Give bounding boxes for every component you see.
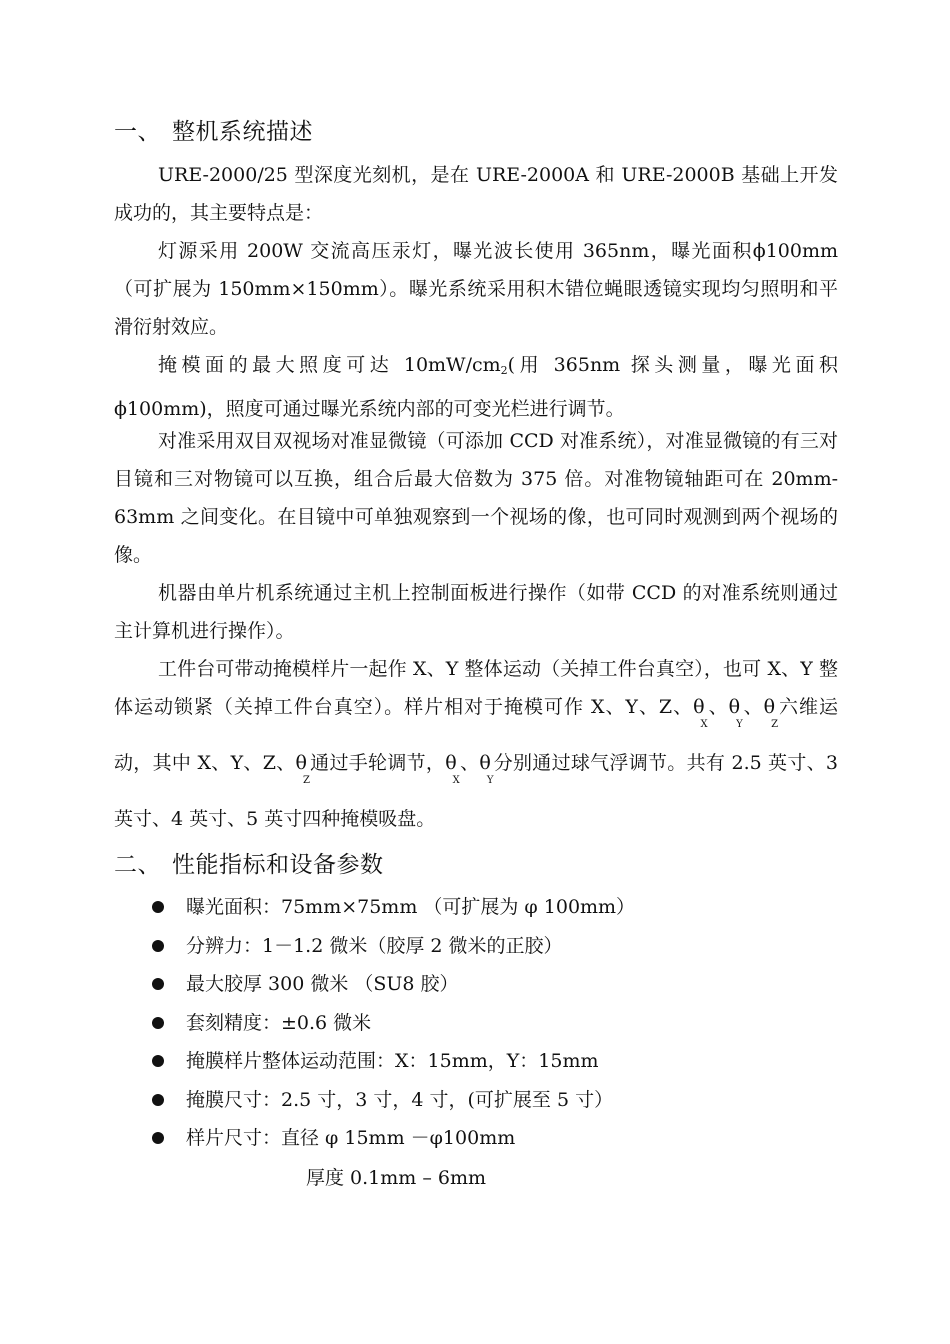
- theta-symbol: θ: [295, 752, 307, 774]
- illuminance-text-a: 掩模面的最大照度可达 10mW/cm: [158, 354, 501, 376]
- spec-list: [114, 888, 838, 1158]
- theta-symbol: θ: [479, 752, 491, 774]
- bullet-icon: [152, 1017, 164, 1029]
- section-title: 整机系统描述: [172, 119, 313, 145]
- stage-text-c: 通过手轮调节，: [309, 752, 446, 774]
- subscript-z: Z: [302, 775, 310, 786]
- subscript-x: X: [700, 719, 708, 730]
- paragraph-stage: [114, 650, 838, 838]
- list-item: [114, 888, 838, 927]
- list-item: [114, 1119, 838, 1158]
- spec-text: 掩膜样片整体运动范围：X：15mm，Y：15mm: [186, 1050, 599, 1072]
- subscript-x: X: [452, 775, 460, 786]
- list-item: [114, 1042, 838, 1081]
- subscript-y: Y: [486, 775, 494, 786]
- section-heading-2: [114, 850, 384, 880]
- bullet-icon: [152, 940, 164, 952]
- bullet-icon: [152, 901, 164, 913]
- thickness-line: 厚度 0.1mm – 6mm: [306, 1167, 486, 1189]
- theta-symbol: θ: [728, 696, 741, 718]
- paragraph-intro: URE-2000/25 型深度光刻机，是在 URE-2000A 和 URE-2000B 基础上开发成功的，其主要特点是：: [114, 164, 838, 224]
- list-item: [114, 1081, 838, 1120]
- paragraph-alignment: 对准采用双目双视场对准显微镜（可添加 CCD 对准系统），对准显微镜的有三对目镜和三对物镜可以互换，组合后最大倍数为 375 倍。对准物镜轴距可在 20mm-63mm 之间变化。在目镜中可单独观察到一个视场的像，也可同时观测到两个视场的像。: [114, 430, 838, 566]
- section-heading-1: [114, 117, 313, 147]
- unit-subscript: 2: [500, 364, 508, 377]
- subscript-z: Z: [771, 719, 779, 730]
- spec-text: 套刻精度：±0.6 微米: [186, 1011, 372, 1034]
- separator: 、: [742, 696, 764, 718]
- bullet-icon: [152, 978, 164, 990]
- section-number: 一、: [114, 119, 161, 145]
- paragraph-illuminance: [114, 346, 838, 428]
- list-item: [114, 1004, 838, 1043]
- stage-text-d: 分别通过球气浮调节。共有 2.5 英寸、3 英寸、4 英寸、5 英寸四种掩模吸盘。: [114, 752, 838, 830]
- stage-text-b: 六维运动，其中 X、Y、Z、: [114, 696, 838, 774]
- list-item: [114, 965, 838, 1004]
- spec-text: 曝光面积：75mm×75mm （可扩展为 φ 100mm）: [186, 896, 636, 918]
- theta-symbol: θ: [763, 696, 776, 718]
- illuminance-text-b: (用 365nm 探头测量，曝光面积ϕ100mm)，照度可通过曝光系统内部的可变光栏进行调节。: [114, 354, 838, 420]
- spec-text: 最大胶厚 300 微米 （SU8 胶）: [186, 973, 459, 995]
- bullet-icon: [152, 1055, 164, 1067]
- list-item: [114, 927, 838, 966]
- spec-text: 分辨力：1－1.2 微米（胶厚 2 微米的正胶）: [186, 934, 563, 957]
- theta-symbol: θ: [693, 696, 705, 718]
- bullet-icon: [152, 1094, 164, 1106]
- spec-text: 样片尺寸：直径 φ 15mm －φ100mm: [186, 1127, 516, 1149]
- section-number: 二、: [114, 852, 161, 878]
- section-title: 性能指标和设备参数: [172, 852, 384, 878]
- stage-text-a: 工件台可带动掩模样片一起作 X、Y 整体运动（关掉工件台真空），也可 X、Y 整体运动锁紧（关掉工件台真空）。样片相对于掩模可作 X、Y、Z、: [114, 658, 838, 718]
- paragraph-control: 机器由单片机系统通过主机上控制面板进行操作（如带 CCD 的对准系统则通过主计算机进行操作）。: [114, 582, 838, 642]
- theta-symbol: θ: [445, 752, 457, 774]
- separator: 、: [707, 696, 729, 718]
- bullet-icon: [152, 1132, 164, 1144]
- separator: 、: [459, 752, 480, 774]
- paragraph-light-source: 灯源采用 200W 交流高压汞灯，曝光波长使用 365nm，曝光面积ϕ100mm（可扩展为 150mm×150mm）。曝光系统采用积木错位蝇眼透镜实现均匀照明和平滑衍射效应。: [114, 240, 838, 338]
- spec-text: 掩膜尺寸：2.5 寸，3 寸，4 寸，(可扩展至 5 寸）: [186, 1088, 614, 1111]
- subscript-y: Y: [736, 719, 743, 730]
